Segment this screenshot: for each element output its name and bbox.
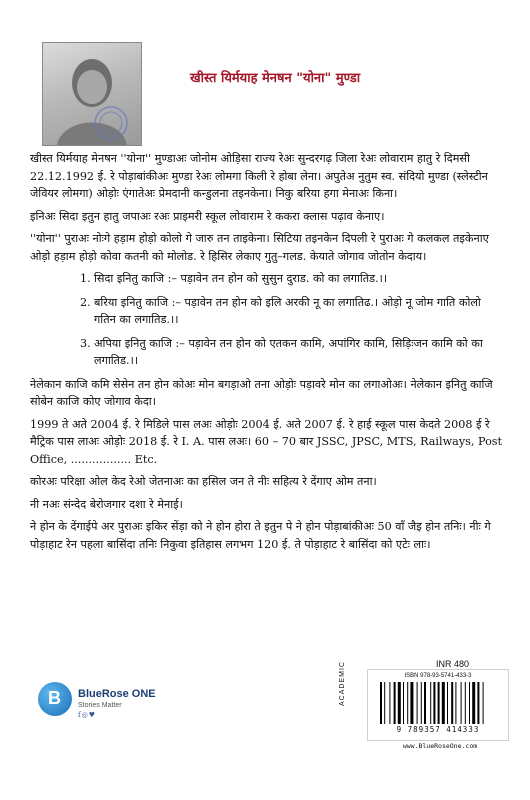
category-label: ACADEMIC [339,661,346,706]
list-number: 2. [80,295,91,309]
publisher-logo [38,682,188,722]
paragraph: नी नअः संन्देद बेरोजगार दशा रे मेनाई। [30,497,183,511]
paragraph: 1999 ते अते 2004 ई. रे मिडिले पास लअः ओड़ोः 2004 ई. अते 2007 ई. रे हाई स्कूल पास केदते 2008 ई रे मैट्रिक पास लाअः ओड़ोः 2018 ई. रे I. A. पास लअः। 60 – 70 बार JSSC, JPSC, MTS, Railways, Post Office, ................. Etc. [30,417,503,466]
list-text: सिदा इनितु काजि :– पड़ावेन तन होन को सुसुन दुराड. को का लगातिड.।। [94,272,388,285]
list-number: 3. [80,336,91,350]
paragraph: ''योना'' पुराअः नोःगे हड़ाम होड़ो कोलो गे जारु तन ताइकेना। सिटिया तइनकेन दिपली रे पुराअः गे कलकल तइकेनाए ओड़ो हड़ाम होड़ो कोवा कतनी को मोलोड. रे हिसिर लेकाए गुतु–गलड. केयाते जोगाव जोतोन केदाय। [30,232,489,263]
list-item [80,270,505,288]
paragraph: कोरअः परिक्षा ओल केद रेओ जेतनाअः का हसिल जन ते नीः सहित्य रे देंगाए ओम तना। [30,475,377,488]
isbn-label: ISBN 978-93-5741-433-3 [404,673,472,679]
barcode-icon [378,682,498,724]
list-item [80,335,505,370]
author-photo [42,42,142,146]
bluerose-logo-icon: B [38,682,72,716]
biography-text [30,150,505,558]
barcode-block [367,669,509,741]
publisher-name: BlueRose ONE [78,688,156,700]
list-text: अपिया इनितु काजि :– पड़ावेन तन होन को एतकन कामि, अपांगिर कामि, सिड़िःजन कामि को का लगातिड.।। [94,336,483,367]
publisher-website: www.BlueRoseOne.com [402,742,478,750]
list-text: बरिया इनितु काजि :– पड़ावेन तन होन को इलि अरकी नू का लगातिढ.। ओड़ो नू जोम गाति कोलो गतिन का लगातिड.।। [94,295,481,326]
paragraph: इनिअः सिदा इतुन हातु जपाअः रअः प्राइमरी स्कूल लोवाराम रे ककरा क्लास पढ़ाव केनाए। [30,209,385,223]
publisher-tagline: Stories Matter [78,702,122,709]
list-number: 1. [80,272,91,285]
author-title: खीस्त यिर्मयाह मेनषन "योना" मुण्डा [190,71,361,86]
isbn-digits: 9 789357 414333 [396,725,480,734]
paragraph: नेलेकान काजि कमि सेसेन तन होन कोअः मोन बगड़ाओ तना ओड़ोः पड़ावरे मोन का लगाओअः। नेलेकान इनितु काजि सोबेन काजि कोए जोगाव केदा। [30,377,493,408]
paragraph: ने होन के देंगाईपे अर पुराअः इकिर सेंड़ा को ने होन होरा ते इतुन पे ने होन पोड़ाबांकीअः 50 वाँ जैइ होन तनिः। नीः गे पोड़ाहाट रेन पहला बासिंदा तनिः निकुवा इतिहास लगभग 120 ई. ते पोड़ाहाट रे बासिंदा को एटेः लाः। [30,520,491,551]
paragraph: खीस्त यिर्मयाह मेनषन ''योना'' मुण्डाअः जोनोम ओड़िसा राज्य रेअः सुन्दरगढ़ जिला रेअः लोवाराम हातु रे दिमसी 22.12.1992 ई. रे पोड़ाबांकीअः मुण्डा रेअः लोमगा किली रे होबा लेना। अपुतेअ नुतुम स्व. संदियो मुण्डा (स्लेस्टीन जेवियर लोमगा) ओड़ोः एंगातेअः प्रेमदानी कन्डुलना तइनकेना। निकु बरिया हगा मेनाअः किना। [30,152,488,200]
price-label: INR 480 [436,659,470,669]
list-item [80,294,505,329]
social-icons: f◎♥ [78,711,96,719]
objectives-list [80,270,505,370]
